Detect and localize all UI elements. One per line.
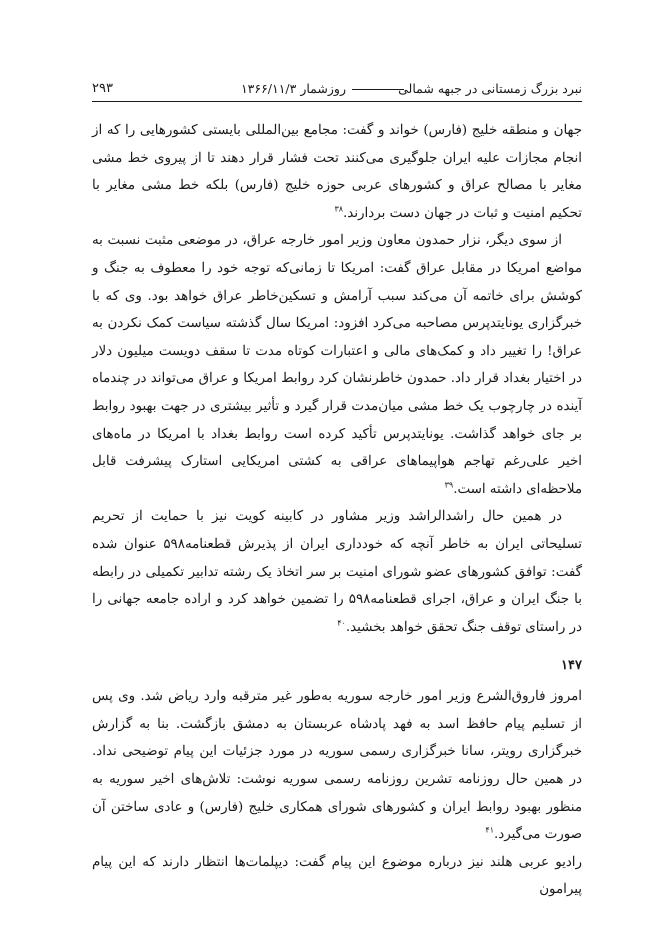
paragraph-2	[92, 227, 582, 503]
paragraph-text: امروز فاروق‌الشرع وزیر امور خارجه سوریه به‌طور غیر مترقبه وارد ریاض شد. وی پس از تسلیم پیام حافظ اسد به فهد پادشاه عربستان به دمشق بازگشت. بنا به گزارش خبرگزاری رویتر، سانا خبرگزاری رسمی سوریه در مورد جزئیات این پیام توضیحی نداد. در همین حال روزنامه تشرین روزنامه رسمی سوریه نوشت: تلاش‌های اخیر سوریه به منظور بهبود روابط ایران و کشورهای شورای همکاری خلیج (فارس) و عادی ساختن آن صورت می‌گیرد.	[92, 689, 582, 843]
page-number: ۲۹۳	[92, 81, 113, 96]
page-header	[92, 78, 582, 100]
log-date-text: روزشمار ۱۳۶۶/۱۱/۳	[240, 81, 346, 96]
paragraph-1	[92, 117, 582, 227]
footnote-ref: ۳۸	[334, 204, 344, 214]
section-number: ۱۴۷	[561, 658, 582, 674]
footnote-ref: ۴۱	[485, 825, 495, 835]
paragraph-text: جهان و منطقه خلیج (فارس) خواند و گفت: مجامع بین‌المللی بایستی کشورهایی را که از انجام مجازات علیه ایران جلوگیری می‌کنند تحت فشار قرار دهند تا از پیروی خط مشی مغایر با مصالح عراق و کشورهای عربی حوزه خلیج (فارس) بلکه خط مشی مغایر با تحکیم امنیت و ثبات در جهان دست بردارند.	[92, 123, 582, 221]
header-rule	[92, 101, 582, 102]
footnote-ref: ۴۰	[337, 618, 346, 628]
paragraph-text: از سوی دیگر، نزار حمدون معاون وزیر امور خارجه عراق، در موضعی مثبت نسبت به مواضع امریکا در مقابل عراق گفت: امریکا تا زمانی‌که توجه خود را معطوف به جنگ و کوشش برای خاتمه آن می‌کند سبب آرامش و تسکین‌خاطر عراق خواهد بود. وی که با خبرگزاری یونایتدپرس مصاحبه می‌کرد افزود: امریکا سال گذشته سیاست کمک نکردن به عراق! را تغییر داد و کمک‌های مالی و اعتبارات کوتاه مدت تا سقف دویست میلیون دلار در اختیار بغداد قرار داد. حمدون خاطرنشان کرد روابط امریکا و عراق می‌تواند در چندماه آینده در چارچوب یک خط مشی میان‌مدت قرار گیرد و تأثیر بیشتری در جهت بهبود روابط بر جای خواهد گذاشت. یونایتدپرس تأکید کرده است روابط بغداد با امریکا در ماه‌های اخیر علی‌رغم تهاجم هواپیماهای عراقی به کشتی امریکایی استارک پیشرفت قابل ملاحظه‌ای داشته است.	[92, 233, 582, 497]
paragraph-3	[92, 503, 582, 641]
header-dash	[352, 89, 404, 90]
running-title: نبرد بزرگ زمستانی در جبهه شمالی	[398, 81, 582, 96]
section-paragraph-1	[92, 683, 582, 849]
footnote-ref: ۳۹	[444, 480, 454, 490]
paragraph-text: رادیو عربی هلند نیز درباره موضوع این پیام گفت: دیپلمات‌ها انتظار دارند که این پیام پیرامون	[92, 854, 582, 898]
page-body	[92, 117, 582, 904]
paragraph-text: در همین حال راشدالراشد وزیر مشاور در کابینه کویت نیز با حمایت از تحریم تسلیحاتی ایران به خاطر آنچه که خودداری ایران از پذیرش قطعنامه۵۹۸ عنوان شده گفت: توافق کشورهای عضو شورای امنیت بر سر اتخاذ یک رشته تدابیر تکمیلی در رابطه با جنگ ایران و عراق، اجرای قطعنامه۵۹۸ را تضمین خواهد کرد و اراده جامعه جهانی را در راستای توقف جنگ تحقق خواهد بخشید.	[92, 509, 583, 635]
section-paragraph-2	[92, 849, 582, 904]
log-date	[241, 78, 404, 100]
